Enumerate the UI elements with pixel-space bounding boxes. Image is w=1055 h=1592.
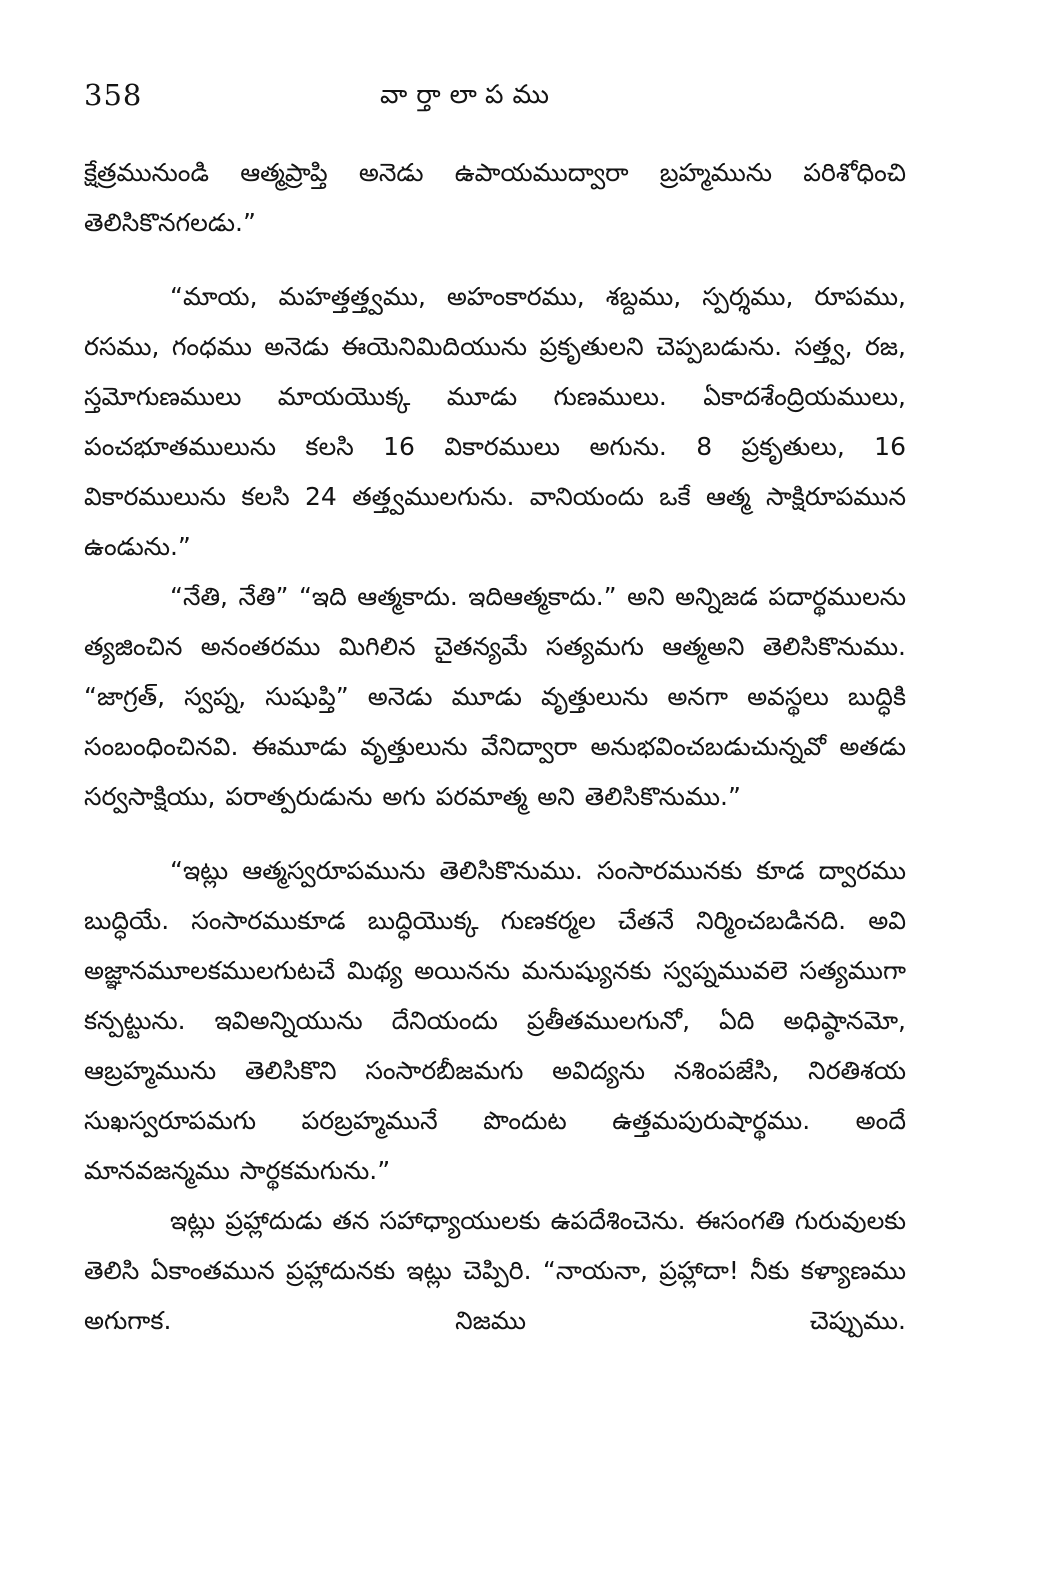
page-header: [80, 72, 910, 122]
paragraph-gap: [84, 822, 906, 846]
running-title: వార్తాలాపము: [380, 80, 559, 110]
paragraph-2: “మాయ, మహత్తత్త్వము, అహంకారము, శబ్దము, స్పర్శము, రూపము, రసము, గంధము అనెడు ఈయెనిమిదియును ప్రకృతులని చెప్పబడును. సత్త్వ, రజ, స్తమోగుణములు మాయయొక్క మూడు గుణములు. ఏకాదశేంద్రియములు, పంచభూతములును కలసి 16 వికారములు అగును. 8 ప్రకృతులు, 16 వికారములును కలసి 24 తత్త్వములగును. వానియందు ఒకే ఆత్మ సాక్షిరూపమున ఉండును.”: [84, 282, 906, 561]
paragraph-1: క్షేత్రమునుండి ఆత్మప్రాప్తి అనెడు ఉపాయముద్వారా బ్రహ్మమును పరిశోధించి తెలిసికొనగలడు.”: [84, 158, 906, 237]
paragraph-3: “నేతి, నేతి” “ఇది ఆత్మకాదు. ఇదిఆత్మకాదు.” అని అన్నిజడ పదార్థములను త్యజించిన అనంతరము మిగిలిన చైతన్యమే సత్యమగు ఆత్మఅని తెలిసికొనుము. “జాగ్రత్, స్వప్న, సుషుప్తి” అనెడు మూడు వృత్తులును అనగా అవస్థలు బుద్ధికి సంబంధించినవి. ఈమూడు వృత్తులును వేనిద్వారా అనుభవించబడుచున్నవో అతడు సర్వసాక్షియు, పరాత్పరుడును అగు పరమాత్మ అని తెలిసికొనుము.”: [84, 582, 906, 811]
paragraph-gap: [84, 248, 906, 272]
page-number: 358: [84, 78, 143, 112]
paragraph-4: “ఇట్లు ఆత్మస్వరూపమును తెలిసికొనుము. సంసారమునకు కూడ ద్వారము బుద్ధియే. సంసారముకూడ బుద్ధియొక్క గుణకర్మల చేతనే నిర్మించబడినది. అవి అజ్ఞానమూలకములగుటచే మిథ్య అయినను మనుష్యునకు స్వప్నమువలె సత్యముగా కన్పట్టును. ఇవిఅన్నియును దేనియందు ప్రతీతములగునో, ఏది అధిష్ఠానమో, ఆబ్రహ్మమును తెలిసికొని సంసారబీజమగు అవిద్యను నశింపజేసి, నిరతిశయ సుఖస్వరూపమగు పరబ్రహ్మమునే పొందుట ఉత్తమపురుషార్థము. అందే మానవజన్మము సార్థకమగును.”: [84, 856, 906, 1185]
paragraph-5: ఇట్లు ప్రహ్లాదుడు తన సహాధ్యాయులకు ఉపదేశించెను. ఈసంగతి గురువులకు తెలిసి ఏకాంతమున ప్రహ్లాదునకు ఇట్లు చెప్పిరి. “నాయనా, ప్రహ్లాదా! నీకు కళ్యాణము అగుగాక. నిజము చెప్పుము.: [84, 1206, 906, 1335]
page-body: [84, 148, 906, 1346]
